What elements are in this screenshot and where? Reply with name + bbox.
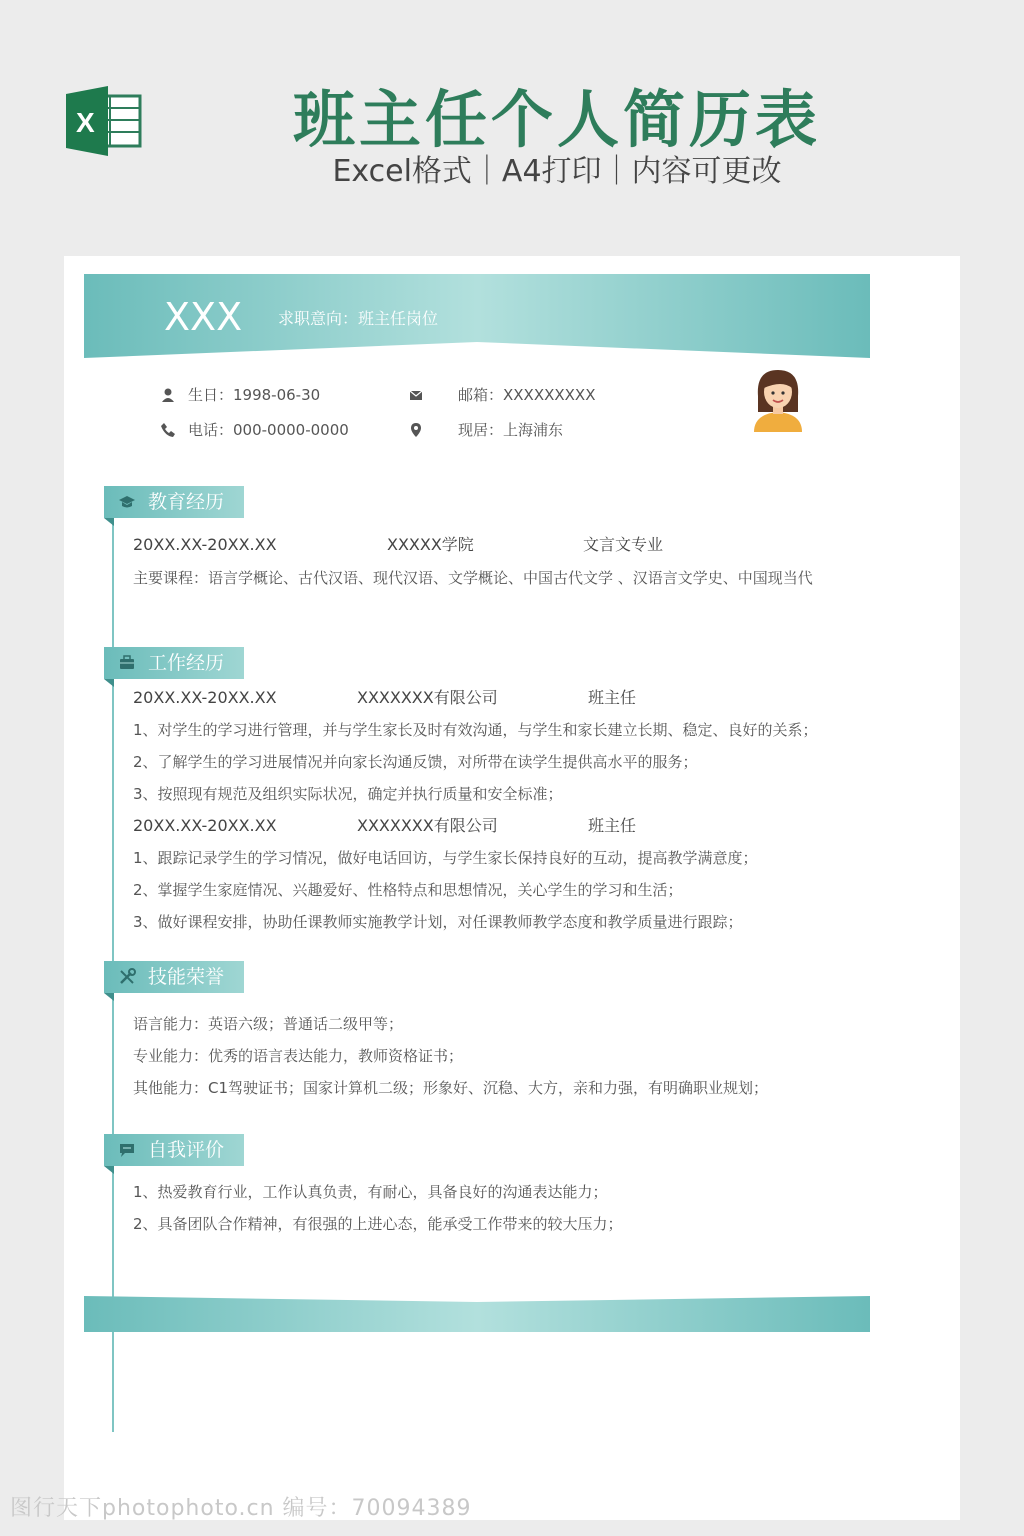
section-skills: [104, 961, 244, 993]
section-work: [104, 647, 244, 679]
svg-text:X: X: [76, 107, 95, 138]
education-school: XXXXX学院: [387, 535, 474, 554]
page-subtitle: Excel格式｜A4打印｜内容可更改: [332, 154, 782, 189]
job-intent: 求职意向：班主任岗位: [278, 309, 439, 328]
briefcase-icon: [118, 654, 136, 672]
birthday-text: 生日：1998-06-30: [188, 386, 321, 404]
self-item-1: 1、热爱教育行业，工作认真负责，有耐心，具备良好的沟通表达能力；: [133, 1183, 608, 1201]
job-2-item-2: 2、掌握学生家庭情况、兴趣爱好、性格特点和思想情况，关心学生的学习和生活；: [133, 881, 683, 899]
watermark-text: 图行天下photophoto.cn 编号：70094389: [10, 1496, 472, 1521]
phone-text: 电话：000-0000-0000: [188, 421, 349, 439]
page-title: 班主任个人简历表: [292, 83, 821, 156]
graduation-cap-icon: [118, 493, 136, 511]
email-text: 邮箱：XXXXXXXXX: [458, 386, 596, 404]
chat-bubble-icon: [118, 1141, 136, 1159]
tools-icon: [118, 968, 136, 986]
self-evaluation-title: 自我评价: [148, 1139, 225, 1161]
birthday-row: [160, 384, 320, 406]
job-1-item-2: 2、了解学生的学习进展情况并向家长沟通反馈，对所带在读学生提供高水平的服务；: [133, 753, 698, 771]
job-1-row: [133, 687, 637, 709]
education-courses: 主要课程：语言学概论、古代汉语、现代汉语、文学概论、中国古代文学 、汉语言文学史、中国现当代: [133, 569, 813, 587]
job-1-company: XXXXXXX有限公司: [357, 688, 498, 707]
phone-row: [160, 419, 349, 441]
skill-item-2: 专业能力：优秀的语言表达能力，教师资格证书；: [133, 1047, 464, 1065]
section-education: [104, 486, 244, 518]
job-2-company: XXXXXXX有限公司: [357, 816, 498, 835]
job-1-item-1: 1、对学生的学习进行管理，并与学生家长及时有效沟通，与学生和家长建立长期、稳定、良好的关系；: [133, 721, 818, 739]
education-period: 20XX.XX-20XX.XX: [133, 535, 277, 554]
job-1-role: 班主任: [588, 688, 637, 707]
phone-icon: [160, 422, 176, 438]
address-row: [408, 419, 563, 441]
job-2-row: [133, 815, 637, 837]
education-major: 文言文专业: [583, 535, 664, 554]
education-title: 教育经历: [148, 491, 225, 513]
work-title: 工作经历: [148, 652, 225, 674]
skills-title: 技能荣誉: [148, 966, 225, 988]
person-icon: [160, 387, 176, 403]
job-1-period: 20XX.XX-20XX.XX: [133, 688, 277, 707]
avatar: [752, 366, 804, 432]
section-self-evaluation: [104, 1134, 244, 1166]
job-2-item-1: 1、跟踪记录学生的学习情况，做好电话回访，与学生家长保持良好的互动，提高教学满意度；: [133, 849, 758, 867]
candidate-name: XXX: [164, 295, 243, 339]
job-2-role: 班主任: [588, 816, 637, 835]
mail-icon: [408, 387, 424, 403]
location-pin-icon: [408, 422, 424, 438]
skill-item-3: 其他能力：C1驾驶证书；国家计算机二级；形象好、沉稳、大方，亲和力强，有明确职业规划；: [133, 1079, 769, 1097]
self-item-2: 2、具备团队合作精神，有很强的上进心态，能承受工作带来的较大压力；: [133, 1215, 623, 1233]
footer-banner: [84, 1294, 870, 1332]
email-row: [408, 384, 595, 406]
job-2-item-3: 3、做好课程安排，协助任课教师实施教学计划，对任课教师教学态度和教学质量进行跟踪；: [133, 913, 743, 931]
job-1-item-3: 3、按照现有规范及组织实际状况，确定并执行质量和安全标准；: [133, 785, 563, 803]
address-text: 现居：上海浦东: [458, 421, 564, 439]
skill-item-1: 语言能力：英语六级；普通话二级甲等；: [133, 1015, 404, 1033]
job-2-period: 20XX.XX-20XX.XX: [133, 816, 277, 835]
education-row: [133, 534, 664, 556]
resume-paper: [64, 256, 960, 1520]
